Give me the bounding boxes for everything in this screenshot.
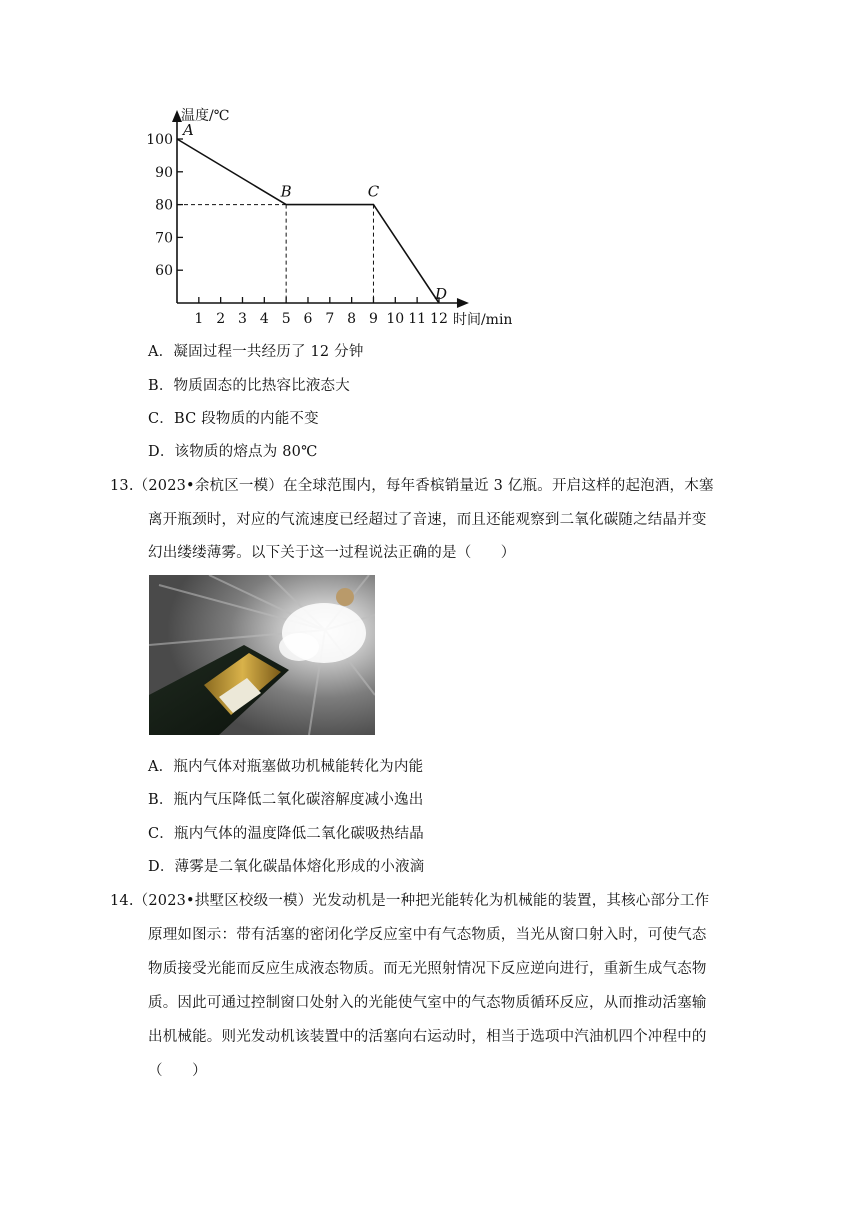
q13-stem-line-1: 13.（2023•余杭区一模）在全球范围内，每年香槟销量近 3 亿瓶。开启这样的起泡酒，木塞: [110, 478, 714, 494]
x-tick-label: 7: [325, 311, 335, 327]
q13-option-c: C．瓶内气体的温度降低二氧化碳吸热结晶: [148, 826, 424, 842]
q12-option-a: A．凝固过程一共经历了 12 分钟: [148, 344, 364, 360]
y-tick-label: 80: [155, 197, 173, 214]
chart-dashed-guides: [177, 205, 373, 303]
q12-option-b: B．物质固态的比热容比液态大: [148, 378, 350, 394]
chart-ticks: [146, 132, 448, 327]
x-tick-label: 4: [259, 311, 269, 327]
q13-stem-line-2: 离开瓶颈时，对应的气流速度已经超过了音速，而且还能观察到二氧化碳随之结晶并变: [148, 512, 707, 528]
q14-stem-line-4: 质。因此可通过控制窗口处射入的光能使气室中的气态物质循环反应，从而推动活塞输: [148, 995, 707, 1011]
q14-stem-line-3: 物质接受光能而反应生成液态物质。而无光照射情况下反应逆向进行，重新生成气态物: [148, 961, 707, 977]
x-tick-label: 5: [281, 311, 291, 327]
q12-option-c: C．BC 段物质的内能不变: [148, 411, 319, 427]
y-tick-label: 70: [155, 230, 173, 247]
q14-stem-line-6: （ ）: [148, 1063, 207, 1079]
point-label-b: B: [280, 182, 292, 201]
q13-option-d: D．薄雾是二氧化碳晶体熔化形成的小液滴: [148, 859, 425, 875]
x-tick-label: 3: [238, 311, 247, 327]
q14-stem-line-1: 14.（2023•拱墅区校级一模）光发动机是一种把光能转化为机械能的装置，其核心部分工作: [110, 893, 710, 909]
x-tick-label: 1: [194, 311, 204, 327]
x-tick-label: 2: [216, 311, 226, 327]
point-label-c: C: [367, 182, 380, 201]
x-tick-label: 8: [347, 311, 357, 327]
point-label-a: A: [183, 121, 194, 139]
chart-series: [177, 139, 439, 303]
q13-option-a: A．瓶内气体对瓶塞做功机械能转化为内能: [148, 759, 424, 775]
temperature-line: [177, 139, 439, 303]
q13-option-b: B．瓶内气压降低二氧化碳溶解度减小逸出: [148, 792, 424, 808]
point-label-d: D: [434, 285, 447, 303]
x-tick-label: 9: [369, 311, 378, 327]
q12-option-d: D．该物质的熔点为 80℃: [148, 444, 318, 460]
y-tick-label: 60: [155, 263, 173, 280]
y-tick-label: 100: [146, 132, 173, 148]
champagne-bottle-photo: [149, 575, 375, 735]
chart-point-labels: [181, 121, 447, 303]
x-axis-label: 时间/min: [452, 312, 513, 328]
temperature-time-chart: [140, 100, 530, 330]
x-tick-label: 10: [386, 311, 405, 327]
chart-axes: [172, 110, 469, 308]
x-tick-label: 6: [303, 311, 313, 327]
q14-stem-line-2: 原理如图示：带有活塞的密闭化学反应室中有气态物质，当光从窗口射入时，可使气态: [148, 927, 707, 943]
x-tick-label: 12: [430, 311, 448, 327]
x-tick-label: 11: [408, 311, 427, 327]
y-axis-label: 温度/℃: [181, 108, 230, 124]
x-axis-arrow: [457, 298, 469, 308]
q13-stem-line-3: 幻出缕缕薄雾。以下关于这一过程说法正确的是（ ）: [148, 545, 516, 561]
y-tick-label: 90: [155, 164, 173, 181]
q14-stem-line-5: 出机械能。则光发动机该装置中的活塞向右运动时，相当于选项中汽油机四个冲程中的: [148, 1029, 707, 1045]
